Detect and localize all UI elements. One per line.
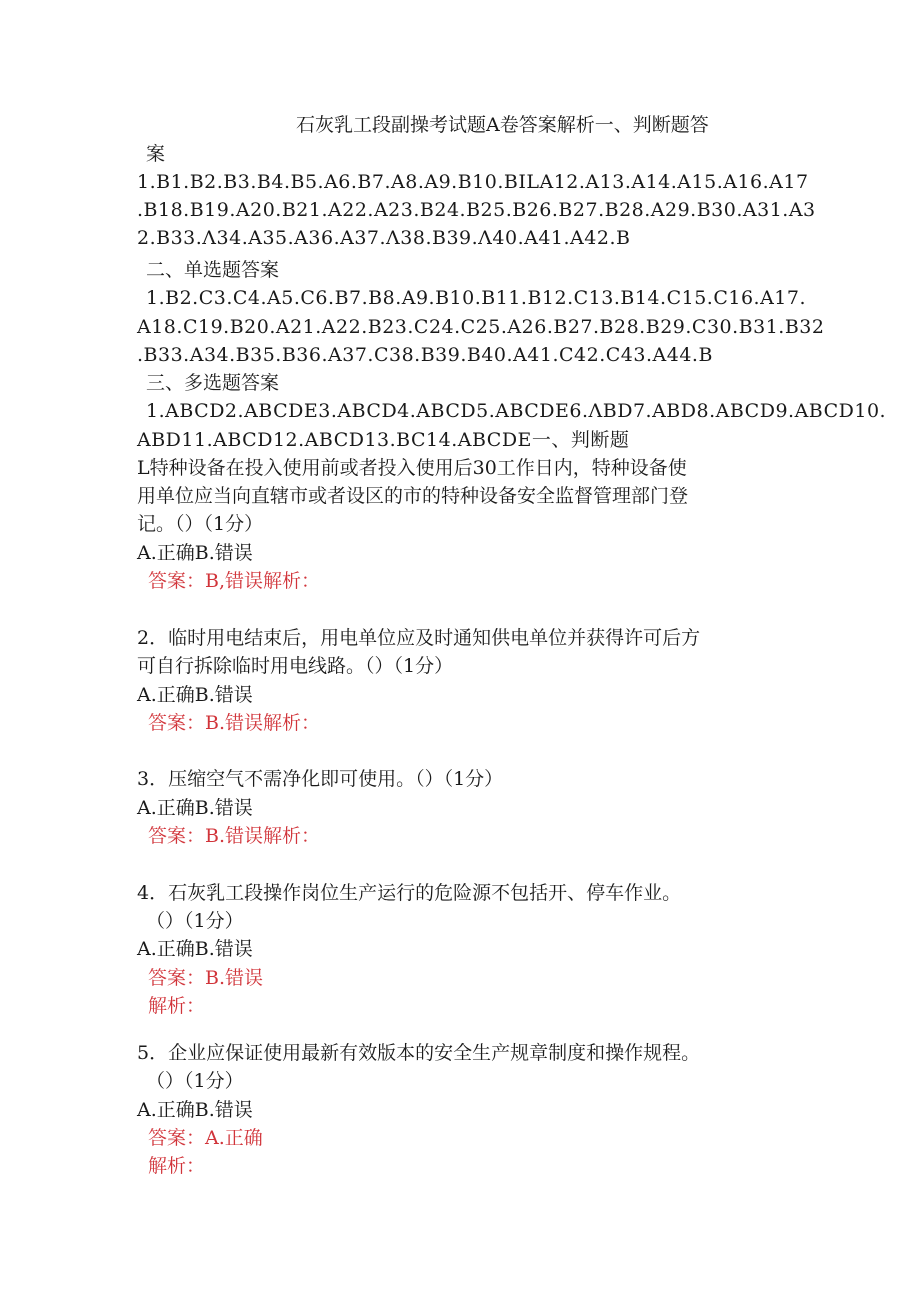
multi-answer-line: ABD11.ABCD12.ABCD13.BC14.ABCDE一、判断题 <box>137 429 630 451</box>
question-text: 可自行拆除临时用电线路。（）（1分） <box>137 655 454 677</box>
answer-explanation: 解析： <box>148 995 206 1017</box>
answer-value: 答案：B.错误 <box>148 967 264 989</box>
judge-answer-line: .B18.B19.A20.B21.A22.A23.B24.B25.B26.B27.B28.A29.B30.A31.A3 <box>137 199 816 221</box>
judge-answer-line: 2.B33.Λ34.A35.A36.A37.Λ38.B39.Λ40.A41.A42.B <box>137 227 631 249</box>
question-text: 记。（）（1分） <box>137 513 264 535</box>
question-text: （）（1分） <box>146 910 244 932</box>
single-answer-line: A18.C19.B20.A21.A22.B23.C24.C25.A26.B27.B28.B29.C30.B31.B32 <box>137 316 825 338</box>
question-options: A.正确B.错误 <box>137 1099 253 1121</box>
question-text: 4．石灰乳工段操作岗位生产运行的危险源不包括开、停车作业。 <box>137 882 682 904</box>
question-options: A.正确B.错误 <box>137 797 253 819</box>
answer-explanation: 解析： <box>148 1155 206 1177</box>
question-options: A.正确B.错误 <box>137 542 253 564</box>
question-text: （）（1分） <box>146 1070 244 1092</box>
question-options: A.正确B.错误 <box>137 938 253 960</box>
multi-answer-line: 1.ABCD2.ABCDE3.ABCD4.ABCD5.ABCDE6.ΛBD7.ABD8.ABCD9.ABCD10. <box>146 400 887 422</box>
section-heading-single-choice: 二、单选题答案 <box>146 259 280 281</box>
judge-answer-line: 1.B1.B2.B3.B4.B5.A6.B7.A8.A9.B10.BILA12.A13.A14.A15.A16.A17 <box>137 171 809 193</box>
single-answer-line: .B33.A34.B35.B36.A37.C38.B39.B40.A41.C42.C43.A44.B <box>137 344 713 366</box>
question-text: 5．企业应保证使用最新有效版本的安全生产规章制度和操作规程。 <box>137 1042 701 1064</box>
section-heading-multi-choice: 三、多选题答案 <box>146 372 280 394</box>
question-text: 2．临时用电结束后，用电单位应及时通知供电单位并获得许可后方 <box>137 627 701 649</box>
answer-explanation: 答案：B.错误解析： <box>148 825 321 847</box>
answer-value: 答案：A.正确 <box>148 1127 263 1149</box>
question-options: A.正确B.错误 <box>137 684 253 706</box>
question-text: 用单位应当向直辖市或者设区的市的特种设备安全监督管理部门登 <box>137 485 689 507</box>
answer-explanation: 答案：B.错误解析： <box>148 712 321 734</box>
answer-explanation: 答案：B,错误解析： <box>148 570 321 592</box>
question-text: 3．压缩空气不需净化即可使用。（）（1分） <box>137 768 504 790</box>
single-answer-line: 1.B2.C3.C4.A5.C6.B7.B8.A9.B10.B11.B12.C13.B14.C15.C16.A17. <box>146 287 807 309</box>
question-text: L特种设备在投入使用前或者投入使用后30工作日内，特种设备使 <box>137 457 687 479</box>
document-title-continuation: 案 <box>146 143 166 165</box>
document-title: 石灰乳工段副操考试题A卷答案解析一、判断题答 <box>296 114 709 136</box>
